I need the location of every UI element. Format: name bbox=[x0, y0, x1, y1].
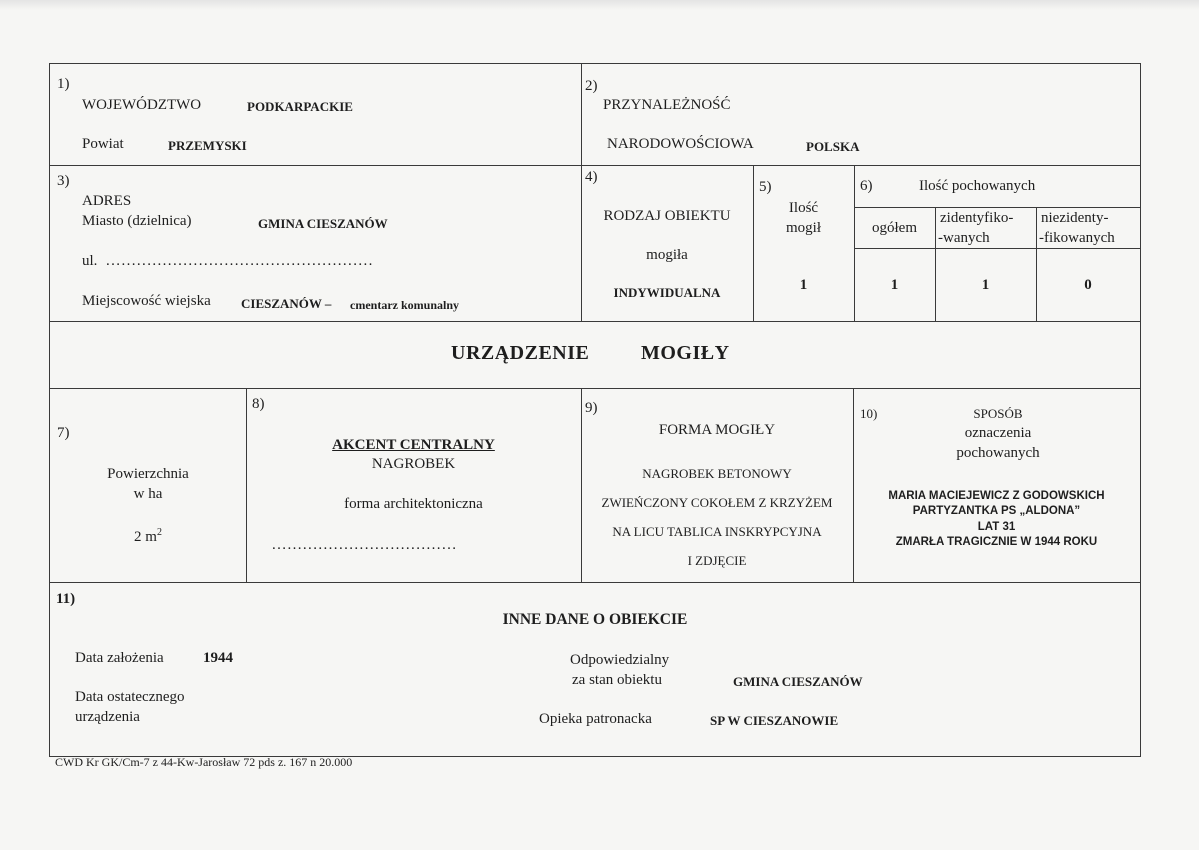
divider bbox=[50, 388, 1140, 389]
data-zalozenia-label: Data założenia bbox=[75, 650, 164, 666]
forma-mogily-line: NA LICU TABLICA INSKRYPCYJNA bbox=[612, 524, 822, 539]
wojewodztwo-label: WOJEWÓDZTWO bbox=[82, 97, 202, 113]
rodzaj-value: mogiła bbox=[646, 247, 688, 263]
section-number: 2) bbox=[585, 78, 598, 94]
forma-mogily-line: ZWIEŃCZONY COKOŁEM Z KRZYŻEM bbox=[601, 495, 833, 510]
niezidentyfikowanych-label-2: -fikowanych bbox=[1039, 230, 1115, 246]
section-number: 10) bbox=[860, 406, 878, 421]
section-number: 9) bbox=[585, 400, 598, 416]
wies-value-detail: cmentarz komunalny bbox=[350, 298, 459, 312]
divider bbox=[246, 388, 247, 582]
data-ostatecznego-label: Data ostatecznego bbox=[75, 689, 185, 705]
rodzaj-obiektu-label: RODZAJ OBIEKTU bbox=[603, 208, 731, 224]
ul-label: ul. bbox=[82, 253, 98, 269]
niezidentyfikowanych-label: niezidenty- bbox=[1041, 210, 1109, 226]
powierzchnia-label: Powierzchnia bbox=[107, 466, 189, 482]
narodowosciowa-label: NARODOWOŚCIOWA bbox=[607, 136, 754, 152]
wies-value: CIESZANÓW – bbox=[241, 296, 332, 311]
rodzaj-value-type: INDYWIDUALNA bbox=[613, 285, 721, 300]
w-ha-label: w ha bbox=[133, 486, 163, 502]
ogolem-value: 1 bbox=[890, 277, 899, 293]
section-number: 6) bbox=[860, 178, 873, 194]
przynaleznosc-label: PRZYNALEŻNOŚĆ bbox=[603, 97, 731, 113]
scan-edge bbox=[0, 0, 1199, 10]
section-number: 5) bbox=[759, 179, 772, 195]
odpowiedzialny-label: Odpowiedzialny bbox=[570, 652, 670, 668]
zidentyfikowanych-label: zidentyfiko- bbox=[940, 210, 1014, 226]
forma-mogily-line: NAGROBEK BETONOWY bbox=[642, 466, 792, 481]
divider bbox=[581, 64, 582, 321]
ilosc-pochowanych-label: Ilość pochowanych bbox=[919, 178, 1036, 194]
ilosc-label: Ilość bbox=[788, 200, 819, 216]
section-number: 11) bbox=[56, 591, 76, 607]
divider bbox=[50, 582, 1140, 583]
ogolem-label: ogółem bbox=[872, 220, 917, 236]
nagrobek-value: NAGROBEK bbox=[371, 456, 456, 472]
inscription-line: PARTYZANTKA PS „ALDONA” bbox=[912, 505, 1081, 517]
zidentyfikowanych-value: 1 bbox=[981, 277, 990, 293]
powiat-label: Powiat bbox=[82, 136, 124, 152]
forma-architektoniczna-label: forma architektoniczna bbox=[344, 496, 483, 512]
data-zalozenia-value: 1944 bbox=[203, 650, 233, 666]
divider bbox=[935, 207, 936, 321]
divider bbox=[854, 207, 1140, 208]
divider bbox=[1036, 207, 1037, 321]
urzadzenia-label: urządzenia bbox=[75, 709, 140, 725]
powierzchnia-value: 2 $m^2$ bbox=[134, 527, 162, 545]
divider bbox=[854, 248, 1140, 249]
ul-dotted-line: .................................................... bbox=[106, 253, 374, 269]
pochowanych-label: pochowanych bbox=[956, 445, 1040, 461]
inscription-line: MARIA MACIEJEWICZ Z GODOWSKICH bbox=[888, 490, 1105, 502]
inscription-line: LAT 31 bbox=[977, 521, 1016, 533]
divider bbox=[753, 165, 754, 321]
inscription-line: ZMARŁA TRAGICZNIE W 1944 ROKU bbox=[895, 536, 1098, 548]
niezidentyfikowanych-value: 0 bbox=[1084, 277, 1092, 293]
forma-dotted-line: .................................... bbox=[272, 537, 458, 553]
opieka-patronacka-value: SP W CIESZANOWIE bbox=[710, 713, 839, 728]
section-number: 7) bbox=[57, 425, 70, 441]
section-number: 1) bbox=[57, 76, 70, 92]
opieka-patronacka-label: Opieka patronacka bbox=[539, 711, 652, 727]
form-footer-code: CWD Kr GK/Cm-7 z 44-Kw-Jarosław 72 pds z. 167 n 20.000 bbox=[55, 755, 353, 769]
oznaczenia-label: oznaczenia bbox=[964, 425, 1032, 441]
mogil-label: mogił bbox=[785, 220, 821, 236]
inne-dane-heading: INNE DANE O OBIEKCIE bbox=[502, 611, 688, 628]
ilosc-mogil-value: 1 bbox=[799, 277, 808, 293]
divider bbox=[854, 165, 855, 321]
section-number: 8) bbox=[252, 396, 265, 412]
section-number: 4) bbox=[585, 169, 598, 185]
mogily-heading: MOGIŁY bbox=[641, 342, 730, 364]
grave-record-card bbox=[49, 63, 1141, 757]
wojewodztwo-value: PODKARPACKIE bbox=[247, 99, 353, 114]
divider bbox=[50, 321, 1140, 322]
urzadzenie-heading: URZĄDZENIE bbox=[451, 342, 590, 364]
akcent-centralny-label: AKCENT CENTRALNY bbox=[332, 437, 495, 453]
za-stan-obiektu-label: za stan obiektu bbox=[572, 672, 662, 688]
divider bbox=[853, 388, 854, 582]
sposob-label: SPOSÓB bbox=[973, 406, 1023, 421]
miasto-label: Miasto (dzielnica) bbox=[82, 213, 192, 229]
divider bbox=[50, 165, 1140, 166]
adres-label: ADRES bbox=[82, 193, 132, 209]
odpowiedzialny-value: GMINA CIESZANÓW bbox=[733, 674, 863, 689]
forma-mogily-line: I ZDJĘCIE bbox=[687, 553, 747, 568]
section-number: 3) bbox=[57, 173, 70, 189]
powiat-value: PRZEMYSKI bbox=[168, 138, 247, 153]
nationality-value: POLSKA bbox=[806, 139, 860, 154]
miasto-value: GMINA CIESZANÓW bbox=[258, 216, 388, 231]
wies-label: Miejscowość wiejska bbox=[82, 293, 211, 309]
forma-mogily-label: FORMA MOGIŁY bbox=[658, 422, 776, 438]
zidentyfikowanych-label-2: -wanych bbox=[938, 230, 990, 246]
